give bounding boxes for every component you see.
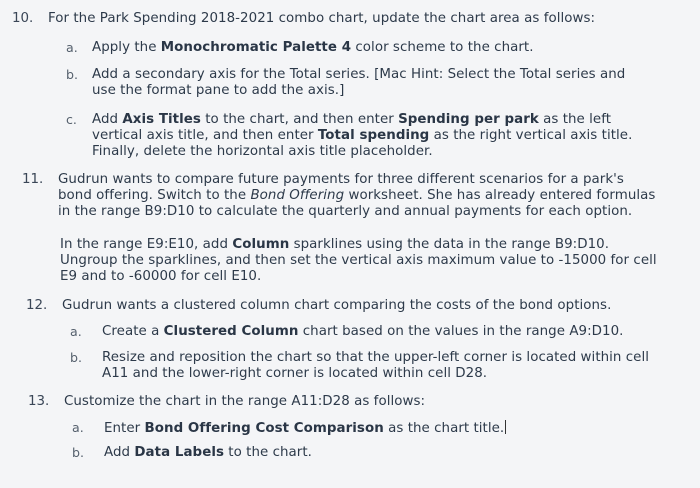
item-11-line1: Gudrun wants to compare future payments for three different scenarios for a park's	[58, 172, 624, 187]
item-10-number: 10.	[12, 11, 34, 26]
item-10c-l1-post: as the left	[538, 112, 612, 127]
item-10b-label: b.	[66, 67, 78, 82]
item-11-para2-line2: Ungroup the sparklines, and then set the vertical axis maximum value to -15000 for cell	[60, 253, 657, 268]
item-13a-post: as the chart title.	[383, 421, 505, 436]
item-11-line3: in the range B9:D10 to calculate the quarterly and annual payments for each option.	[58, 204, 633, 219]
item-11-p2-l1-pre: In the range E9:E10, add	[60, 237, 233, 252]
item-10c-l1-bold2: Spending per park	[398, 112, 539, 127]
item-13a-bold: Bond Offering Cost Comparison	[144, 421, 384, 436]
item-11-l2-pre: bond offering. Switch to the	[58, 188, 251, 203]
item-12a-post: chart based on the values in the range A9:D10.	[298, 324, 624, 339]
item-11-p2-l1-bold: Column	[232, 237, 290, 252]
item-10c-l2-bold: Total spending	[317, 128, 430, 143]
item-12b-label: b.	[70, 350, 82, 365]
item-11-para2-line3: E9 and to -60000 for cell E10.	[60, 269, 262, 284]
item-12a-pre: Create a	[102, 324, 164, 339]
item-10c-line3: Finally, delete the horizontal axis title placeholder.	[92, 144, 433, 159]
item-13b-label: b.	[72, 445, 84, 460]
item-10c-l2-pre: vertical axis title, and then enter	[92, 128, 318, 143]
item-13b-pre: Add	[104, 445, 135, 460]
item-10c-l1-mid: to the chart, and then enter	[200, 112, 399, 127]
item-10c-l2-post: as the right vertical axis title.	[429, 128, 633, 143]
item-10c-l1-bold1: Axis Titles	[122, 112, 201, 127]
item-10a-label: a.	[66, 40, 78, 55]
item-10a-bold: Monochromatic Palette 4	[160, 40, 352, 55]
item-10c-line2	[92, 128, 632, 144]
item-11-para2-line1	[60, 237, 609, 253]
item-10c-l1-pre: Add	[92, 112, 123, 127]
item-11-number: 11.	[22, 172, 44, 187]
item-12b-line2: A11 and the lower-right corner is located within cell D28.	[102, 366, 488, 381]
item-12-number: 12.	[26, 298, 48, 313]
item-13-text: Customize the chart in the range A11:D28 as follows:	[64, 394, 426, 409]
item-10b-line2: use the format pane to add the axis.]	[92, 83, 345, 98]
item-13a-label: a.	[72, 420, 84, 435]
item-10a-post: color scheme to the chart.	[351, 40, 534, 55]
item-12a-text	[102, 324, 623, 340]
item-13a-pre: Enter	[104, 421, 145, 436]
item-12-text: Gudrun wants a clustered column chart comparing the costs of the bond options.	[62, 298, 612, 313]
item-12b-line1: Resize and reposition the chart so that the upper-left corner is located within cell	[102, 350, 650, 365]
item-11-p2-l1-post: sparklines using the data in the range B9:D10.	[289, 237, 610, 252]
item-10-text: For the Park Spending 2018-2021 combo chart, update the chart area as follows:	[48, 11, 596, 26]
item-10a-text	[92, 40, 534, 56]
item-12a-label: a.	[70, 324, 82, 339]
item-13b-post: to the chart.	[224, 445, 312, 460]
item-10c-label: c.	[66, 112, 77, 127]
item-11-line2	[58, 188, 655, 204]
text-cursor	[505, 420, 506, 434]
item-13b-bold: Data Labels	[134, 445, 224, 460]
item-10c-line1	[92, 112, 611, 128]
item-12a-bold: Clustered Column	[163, 324, 299, 339]
item-11-l2-italic: Bond Offering	[250, 188, 345, 203]
item-11-l2-post: worksheet. She has already entered formulas	[344, 188, 656, 203]
item-13b-text	[104, 445, 312, 461]
item-10b-line1: Add a secondary axis for the Total series. [Mac Hint: Select the Total series and	[92, 67, 626, 82]
item-13a-text	[104, 420, 506, 437]
item-10a-pre: Apply the	[92, 40, 161, 55]
item-13-number: 13.	[28, 394, 50, 409]
